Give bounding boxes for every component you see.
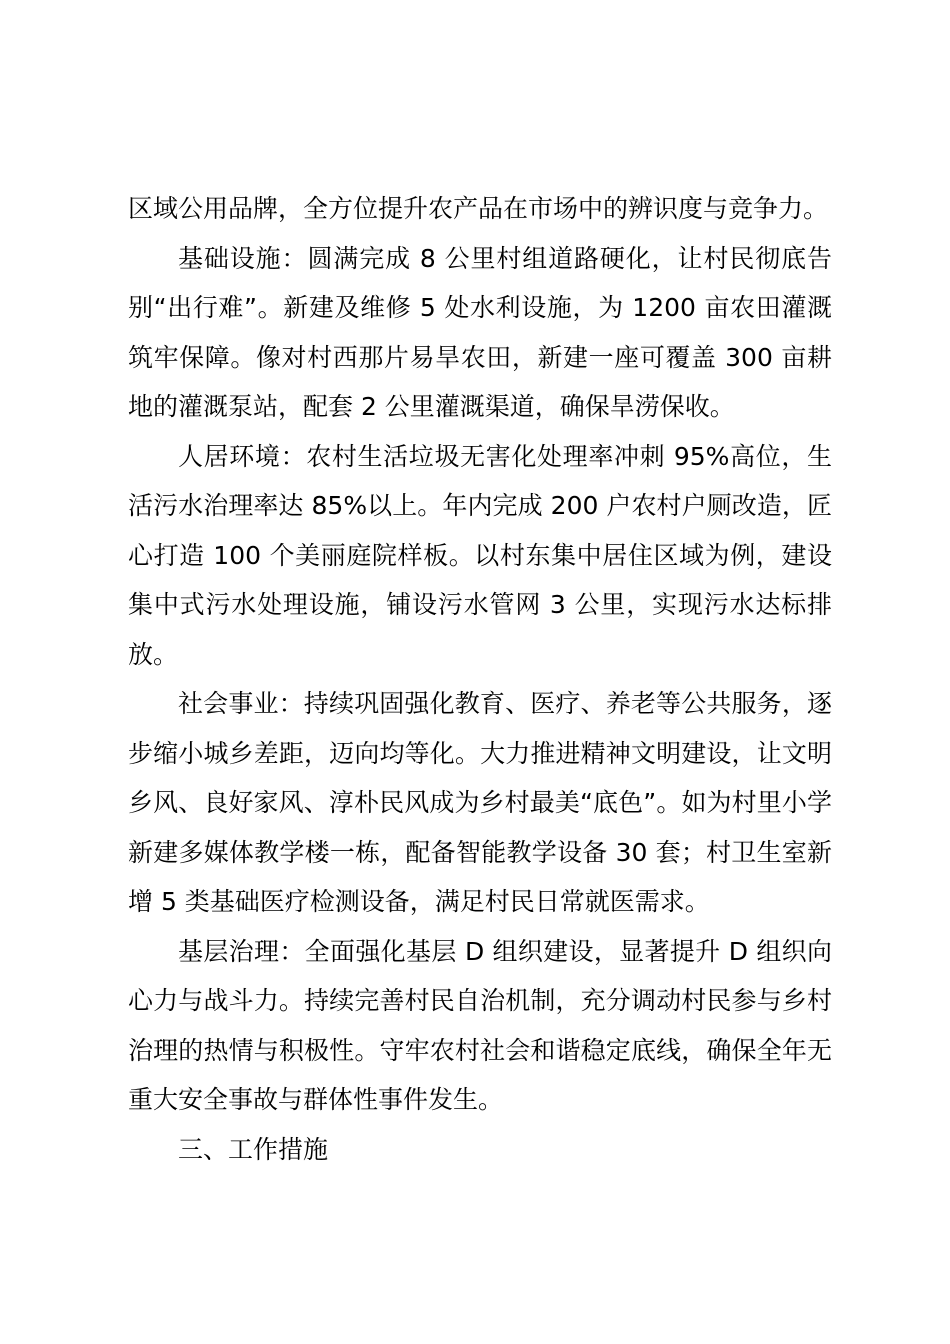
paragraph-living-environment: 人居环境：农村生活垃圾无害化处理率冲刺 95%高位，生活污水治理率达 85%以上。年内完成 200 户农村户厕改造，匠心打造 100 个美丽庭院样板。以村东集中居住区域为例，建设集中式污水处理设施，铺设污水管网 3 公里，实现污水达标排放。 [128, 441, 832, 669]
section-heading-work-measures: 三、工作措施 [178, 1134, 329, 1164]
document-body [128, 184, 832, 1174]
paragraph-infrastructure: 基础设施：圆满完成 8 公里村组道路硬化，让村民彻底告别“出行难”。新建及维修 5 处水利设施，为 1200 亩农田灌溉筑牢保障。像对村西那片易旱农田，新建一座可覆盖 300 亩耕地的灌溉泵站，配套 2 公里灌溉渠道，确保旱涝保收。 [128, 243, 832, 421]
paragraph-social-services: 社会事业：持续巩固强化教育、医疗、养老等公共服务，逐步缩小城乡差距，迈向均等化。大力推进精神文明建设，让文明乡风、良好家风、淳朴民风成为乡村最美“底色”。如为村里小学新建多媒体教学楼一栋，配备智能教学设备 30 套；村卫生室新增 5 类基础医疗检测设备，满足村民日常就医需求。 [128, 689, 832, 916]
paragraph-grassroots-governance: 基层治理：全面强化基层 D 组织建设，显著提升 D 组织向心力与战斗力。持续完善村民自治机制，充分调动村民参与乡村治理的热情与积极性。守牢农村社会和谐稳定底线，确保全年无重大安全事故与群体性事件发生。 [128, 936, 832, 1114]
paragraph-brand-continuation: 区域公用品牌，全方位提升农产品在市场中的辨识度与竞争力。 [128, 194, 829, 223]
